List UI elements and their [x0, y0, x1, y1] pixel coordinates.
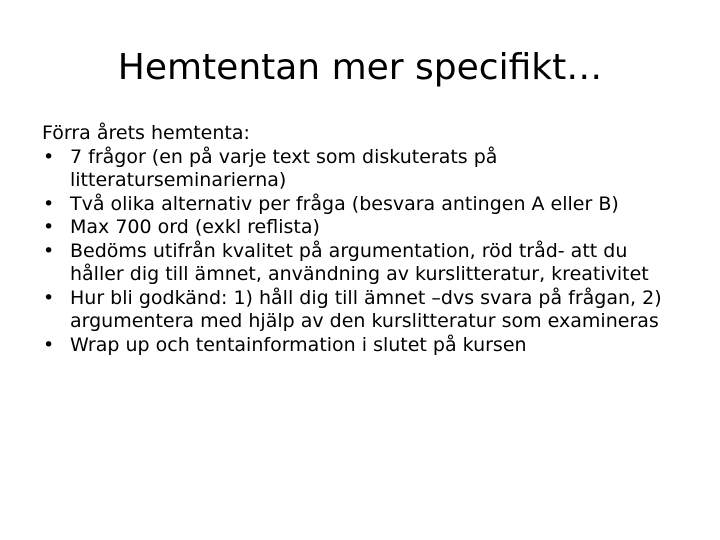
bullet-text: Hur bli godkänd: 1) håll dig till ämnet –dvs svara på frågan, 2) argumentera med hjälp av den kurslitteratur som examineras [70, 286, 662, 332]
intro-text: Förra årets hemtenta: [42, 122, 250, 144]
bullet-text: Bedöms utifrån kvalitet på argumentation, röd tråd- att du håller dig till ämnet, användning av kurslitteratur, kreativitet [70, 239, 649, 285]
bullet-text: Wrap up och tentainformation i slutet på kursen [70, 333, 527, 356]
bullet-item [42, 240, 682, 287]
bullet-dot-icon: • [43, 216, 55, 238]
bullet-dot-icon: • [43, 192, 55, 215]
bullet-item [42, 193, 682, 217]
bullet-dot-icon: • [43, 286, 55, 309]
bullet-text: Två olika alternativ per fråga (besvara antingen A eller B) [70, 192, 619, 215]
bullet-text: 7 frågor (en på varje text som diskuterats på litteraturseminarierna) [70, 145, 498, 191]
bullet-item [42, 334, 682, 358]
bullet-dot-icon: • [43, 145, 55, 168]
bullet-item [42, 287, 682, 334]
bullet-text: Max 700 ord (exkl reflista) [70, 216, 320, 238]
slide-title: Hemtentan mer specifikt… [117, 47, 603, 88]
bullet-list [42, 146, 682, 358]
bullet-dot-icon: • [43, 333, 55, 356]
bullet-dot-icon: • [43, 239, 55, 262]
bullet-item [42, 146, 682, 193]
bullet-item [42, 216, 682, 240]
slide-body [42, 122, 682, 357]
